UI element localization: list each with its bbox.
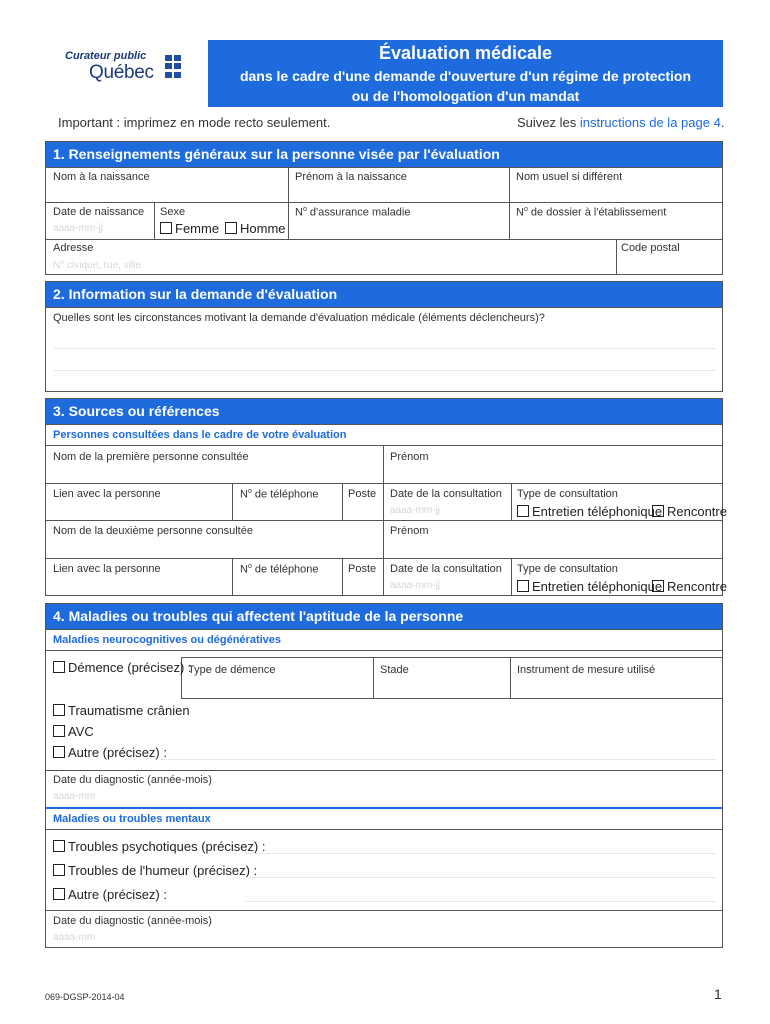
person2-consult-type-label: Type de consultation xyxy=(517,563,618,575)
instructions-link[interactable]: instructions de la page 4 xyxy=(579,115,721,130)
person2-phone-label: $N^o$ de téléphone xyxy=(240,563,319,576)
mood-checkbox[interactable] xyxy=(53,864,65,876)
person1-phone-interview-option[interactable]: Entretien téléphonique xyxy=(517,504,662,519)
section2-title: 2. Information sur la demande d'évaluation xyxy=(46,282,722,307)
form-subtitle-line-1: dans le cadre d'une demande d'ouverture d'un régime de protection xyxy=(239,68,692,84)
person1-meeting-option[interactable]: Rencontre xyxy=(652,504,727,519)
other-mental-option[interactable]: Autre (précisez) : xyxy=(53,887,167,902)
title-banner xyxy=(208,40,723,107)
dementia-type-label: Type de démence xyxy=(188,664,276,676)
person1-consult-type-label: Type de consultation xyxy=(517,488,618,500)
person2-consult-date-hint: aaaa-mm-jj xyxy=(390,580,441,591)
person2-first-name-label: Prénom xyxy=(390,525,429,537)
form-subtitle-line-2: ou de l'homologation d'un mandat xyxy=(351,88,580,104)
circumstances-question: Quelles sont les circonstances motivant la demande d'évaluation médicale (éléments déclencheurs)? xyxy=(53,312,545,324)
person1-meeting-checkbox[interactable] xyxy=(652,505,664,517)
logo-main-text: Québec xyxy=(89,62,154,83)
person2-ext-label: Poste xyxy=(348,563,377,575)
circumstances-line-1[interactable] xyxy=(55,348,715,349)
other-neuro-line[interactable] xyxy=(161,759,715,760)
other-neuro-option[interactable]: Autre (précisez) : xyxy=(53,745,167,760)
person2-phone-interview-option[interactable]: Entretien téléphonique xyxy=(517,579,662,594)
usual-name-label: Nom usuel si différent xyxy=(516,171,623,183)
mood-option[interactable]: Troubles de l'humeur (précisez) : xyxy=(53,863,257,878)
person2-name-label: Nom de la deuxième personne consultée xyxy=(53,525,253,537)
sex-label: Sexe xyxy=(160,206,186,218)
dementia-checkbox[interactable] xyxy=(53,661,65,673)
form-subtitle xyxy=(208,66,723,106)
other-mental-line[interactable] xyxy=(246,901,715,902)
postal-code-label: Code postal xyxy=(621,242,680,254)
birth-name-label: Nom à la naissance xyxy=(53,171,150,183)
address-hint: N° civique, rue, ville xyxy=(53,260,141,271)
psychotic-checkbox[interactable] xyxy=(53,840,65,852)
diagnosis-date-2-label: Date du diagnostic (année-mois) xyxy=(53,915,212,927)
birth-date-label: Date de naissance xyxy=(53,206,145,218)
form-title: Évaluation médicale xyxy=(378,43,553,63)
person1-phone-interview-checkbox[interactable] xyxy=(517,505,529,517)
health-insurance-label: $N^o$ d'assurance maladie xyxy=(295,206,411,219)
sex-female-option[interactable] xyxy=(160,221,219,236)
instructions-prefix: Suivez les xyxy=(517,115,580,130)
important-note: Important : imprimez en mode recto seulement. xyxy=(58,115,331,130)
head-trauma-checkbox[interactable] xyxy=(53,704,65,716)
person2-relation-label: Lien avec la personne xyxy=(53,563,161,575)
stroke-checkbox[interactable] xyxy=(53,725,65,737)
mental-subtitle: Maladies ou troubles mentaux xyxy=(53,813,211,825)
stroke-option[interactable]: AVC xyxy=(53,724,94,739)
person1-consult-date-hint: aaaa-mm-jj xyxy=(390,505,441,516)
female-label: Femme xyxy=(175,221,220,236)
section-request-info xyxy=(45,281,723,392)
circumstances-line-2[interactable] xyxy=(55,370,715,371)
birth-date-hint: aaaa-mm-jj xyxy=(53,223,104,234)
sex-male-option[interactable] xyxy=(225,221,286,236)
person1-name-label: Nom de la première personne consultée xyxy=(53,451,249,463)
stage-label: Stade xyxy=(380,664,409,676)
person1-phone-label: $N^o$ de téléphone xyxy=(240,488,319,501)
address-label: Adresse xyxy=(53,242,94,254)
diagnosis-date-hint: aaaa-mm xyxy=(53,791,96,802)
person2-consult-date-label: Date de la consultation xyxy=(390,563,502,575)
instrument-label: Instrument de mesure utilisé xyxy=(517,664,656,676)
section-sources xyxy=(45,398,727,596)
female-checkbox[interactable] xyxy=(160,222,172,234)
person2-meeting-option[interactable]: Rencontre xyxy=(652,579,727,594)
section-general-info xyxy=(45,141,723,275)
person1-ext-label: Poste xyxy=(348,488,377,500)
head-trauma-option[interactable]: Traumatisme crânien xyxy=(53,703,190,718)
section4-title: 4. Maladies ou troubles qui affectent l'aptitude de la personne xyxy=(46,604,722,629)
male-checkbox[interactable] xyxy=(225,222,237,234)
diagnosis-date-2-hint: aaaa-mm xyxy=(53,932,96,943)
section1-title: 1. Renseignements généraux sur la personne visée par l'évaluation xyxy=(46,142,722,167)
male-label: Homme xyxy=(240,221,286,236)
person1-first-name-label: Prénom xyxy=(390,451,429,463)
birth-first-name-label: Prénom à la naissance xyxy=(295,171,407,183)
dementia-option[interactable]: Démence (précisez) : xyxy=(53,660,192,675)
quebec-flag-icon xyxy=(165,55,182,83)
instructions-suffix: . xyxy=(720,115,725,130)
person1-relation-label: Lien avec la personne xyxy=(53,488,161,500)
person2-phone-interview-checkbox[interactable] xyxy=(517,580,529,592)
mood-line[interactable] xyxy=(246,877,715,878)
other-neuro-checkbox[interactable] xyxy=(53,746,65,758)
neuro-subtitle: Maladies neurocognitives ou dégénératives xyxy=(53,634,282,646)
section-illnesses xyxy=(45,603,723,948)
diagnosis-date-label: Date du diagnostic (année-mois) xyxy=(53,774,212,786)
psychotic-option[interactable]: Troubles psychotiques (précisez) : xyxy=(53,839,266,854)
logo-top-text: Curateur public xyxy=(65,50,147,62)
other-mental-checkbox[interactable] xyxy=(53,888,65,900)
page-number: 1 xyxy=(714,986,722,1002)
person1-consult-date-label: Date de la consultation xyxy=(390,488,502,500)
psychotic-line[interactable] xyxy=(246,853,715,854)
curateur-public-logo xyxy=(55,50,185,95)
form-code: 069-DGSP-2014-04 xyxy=(45,992,125,1002)
section3-subtitle: Personnes consultées dans le cadre de votre évaluation xyxy=(53,429,347,441)
section3-title: 3. Sources ou références xyxy=(46,399,722,424)
instructions-note xyxy=(517,115,724,130)
person2-meeting-checkbox[interactable] xyxy=(652,580,664,592)
file-number-label: $N^o$ de dossier à l'établissement xyxy=(516,206,667,219)
